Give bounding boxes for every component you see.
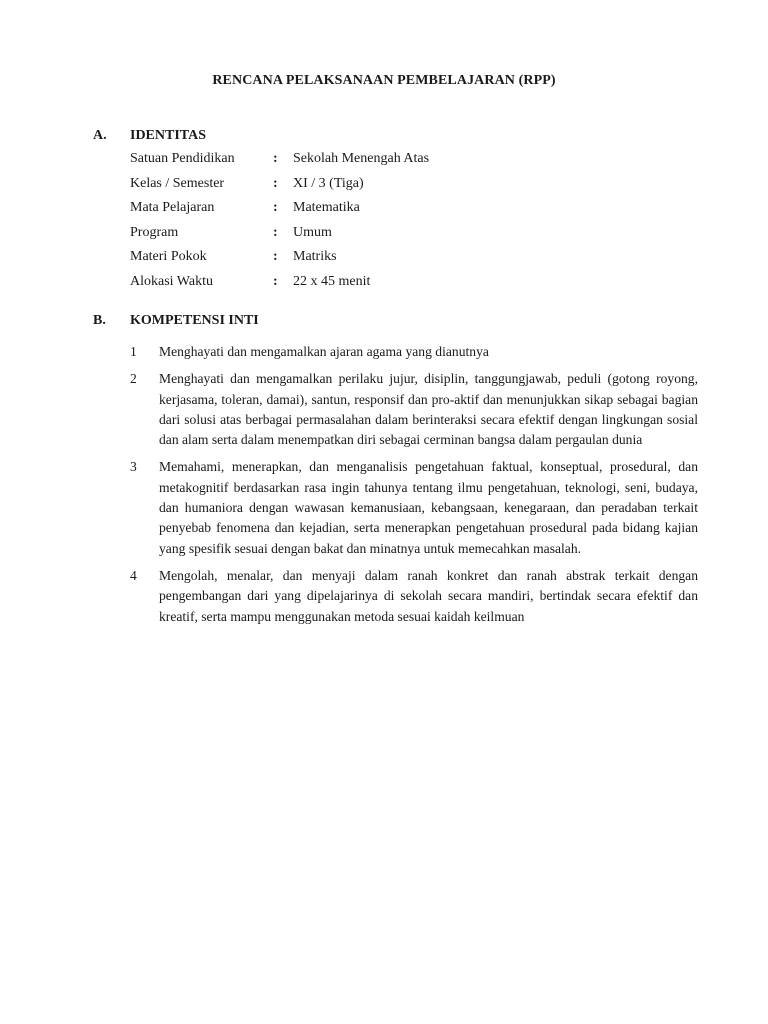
identity-row-kelas-semester	[130, 176, 593, 201]
document-title: RENCANA PELAKSANAAN PEMBELAJARAN (RPP)	[212, 73, 556, 88]
list-item	[130, 369, 698, 450]
identity-table	[130, 151, 593, 299]
identity-colon: :	[273, 200, 278, 216]
list-item-number: 2	[130, 371, 137, 387]
identity-key: Alokasi Waktu	[130, 273, 213, 289]
identity-value: Sekolah Menengah Atas	[293, 151, 430, 166]
list-item-number: 4	[130, 567, 137, 583]
identity-value: Matriks	[293, 249, 337, 265]
list-item	[130, 457, 698, 558]
list-item	[130, 342, 698, 362]
identity-colon: :	[273, 151, 278, 166]
section-a-title: IDENTITAS	[130, 128, 206, 143]
section-b-title: KOMPETENSI INTI	[130, 313, 259, 328]
list-item-text: Mengolah, menalar, dan menyaji dalam ranah konkret dan ranah abstrak terkait dengan pengembangan dari yang dipelajarinya di sekolah secara mandiri, bertindak secara efektif dan kreatif, serta mampu menggunakan metoda sesuai kaidah keilmuan	[159, 567, 698, 624]
identity-value: 22 x 45 menit	[293, 273, 371, 289]
list-item-number: 3	[130, 459, 137, 475]
identity-row-program	[130, 225, 593, 250]
identity-value: Matematika	[293, 200, 360, 216]
identity-row-mata-pelajaran	[130, 200, 593, 225]
list-item-number: 1	[130, 344, 137, 359]
section-b-letter: B.	[93, 313, 106, 328]
identity-key: Program	[130, 224, 179, 240]
section-a-heading	[93, 128, 206, 144]
section-a-letter: A.	[93, 128, 107, 143]
identity-value: Umum	[293, 224, 332, 240]
identity-value: XI / 3 (Tiga)	[293, 175, 364, 191]
list-item-text: Menghayati dan mengamalkan ajaran agama yang dianutnya	[159, 344, 489, 359]
identity-key: Materi Pokok	[130, 249, 207, 265]
identity-colon: :	[273, 249, 278, 265]
identity-key: Kelas / Semester	[130, 175, 225, 191]
identity-row-satuan-pendidikan	[130, 151, 593, 176]
list-item-text: Menghayati dan mengamalkan perilaku jujur, disiplin, tanggungjawab, peduli (gotong royong, kerjasama, toleran, damai), santun, responsif dan pro-aktif dan menunjukkan sikap sebagai bagian dari solusi atas berbagai permasalahan dalam berinteraksi secara efektif dengan lingkungan sosial dan alam serta dalam menempatkan diri sebagai cerminan bangsa dalam pergaulan dunia	[159, 371, 698, 448]
identity-key: Satuan Pendidikan	[130, 151, 235, 166]
identity-row-alokasi-waktu	[130, 274, 593, 299]
identity-colon: :	[273, 273, 278, 289]
identity-colon: :	[273, 175, 278, 191]
identity-colon: :	[273, 224, 278, 240]
kompetensi-inti-list	[130, 342, 698, 634]
identity-key: Mata Pelajaran	[130, 200, 215, 216]
list-item	[130, 566, 698, 627]
section-b-heading	[93, 313, 259, 329]
identity-row-materi-pokok	[130, 249, 593, 274]
list-item-text: Memahami, menerapkan, dan menganalisis pengetahuan faktual, konseptual, prosedural, dan metakognitif berdasarkan rasa ingin tahunya tentang ilmu pengetahuan, teknologi, seni, budaya, dan humaniora dengan wawasan kemanusiaan, kebangsaan, kenegaraan, dan peradaban terkait penyebab fenomena dan kejadian, serta menerapkan pengetahuan prosedural pada bidang kajian yang spesifik sesuai dengan bakat dan minatnya untuk memecahkan masalah.	[159, 459, 698, 556]
